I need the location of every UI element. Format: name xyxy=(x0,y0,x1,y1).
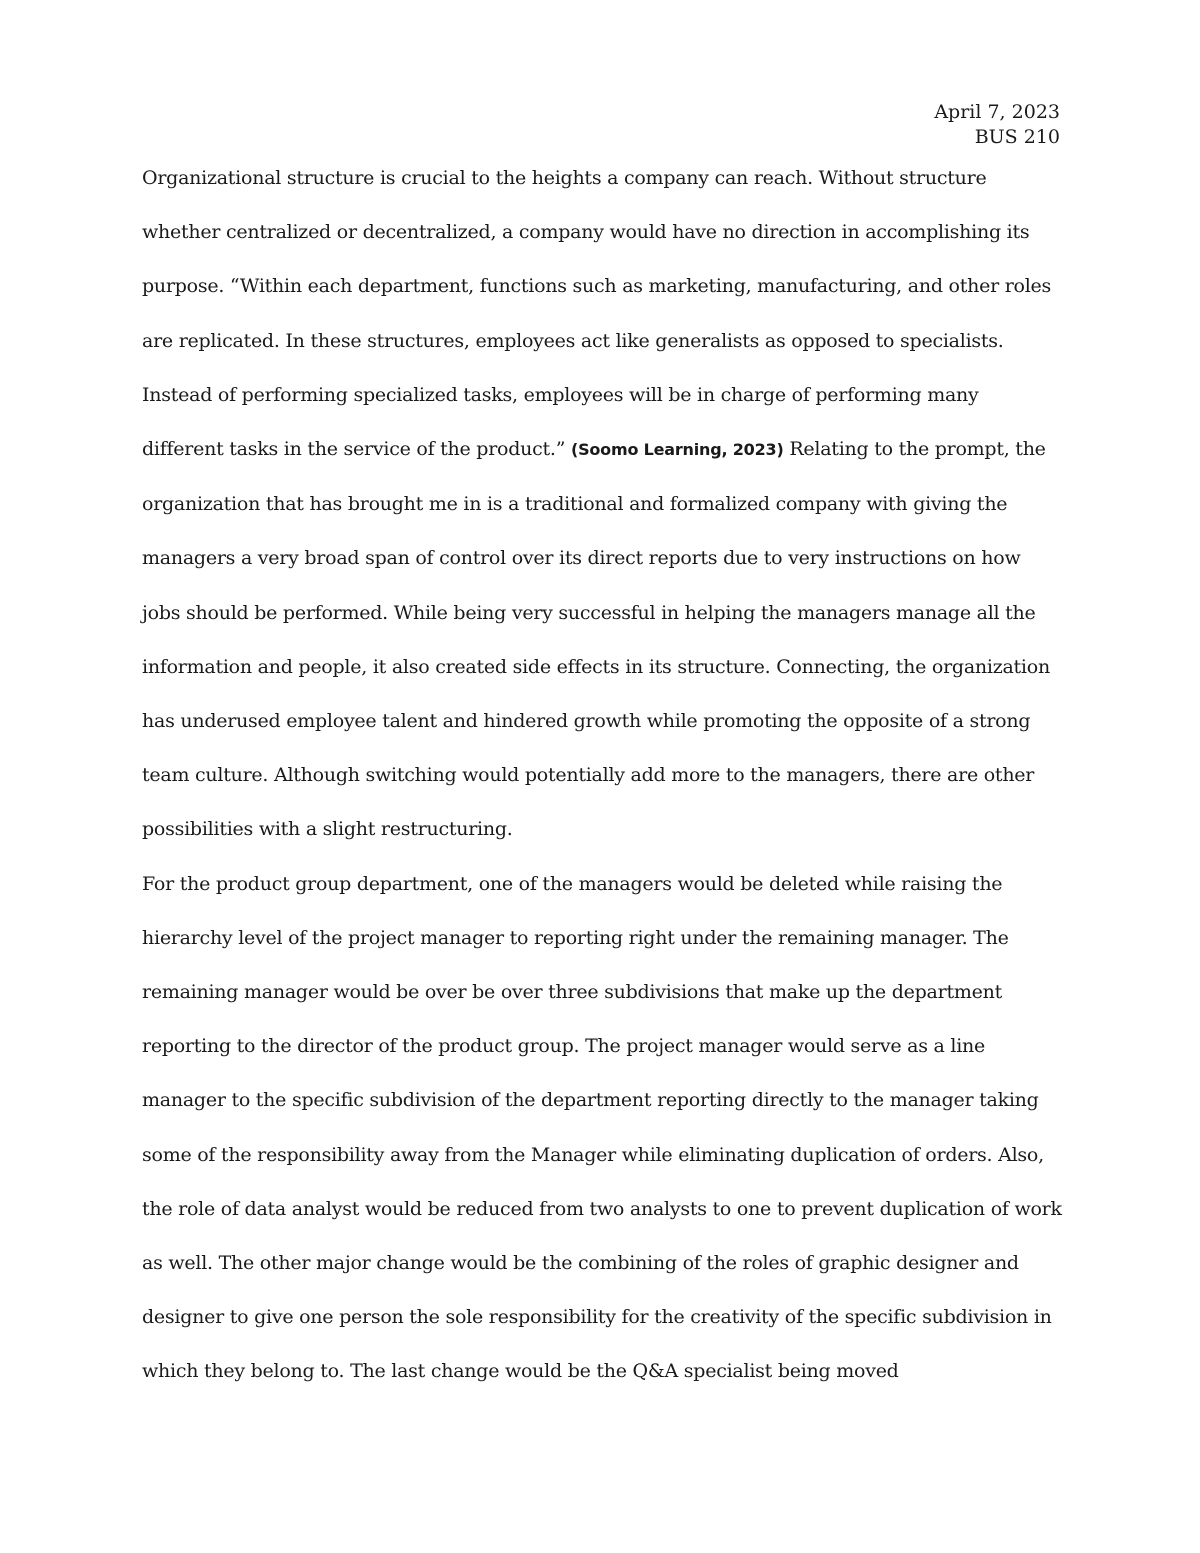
document-header xyxy=(934,100,1060,150)
paragraph-1-text-end: Relating to the prompt, the organization that has brought me in is a traditional and formalized company with giving the managers a very broad span of control over its direct reports due to very instructions on how jobs should be performed. While being very successful in helping the managers manage all the information and people, it also created side effects in its structure. Connecting, the organization has underused employee talent and hindered growth while promoting the opposite of a strong team culture. Although switching would potentially add more to the managers, there are other possibilities with a slight restructuring. xyxy=(142,438,1050,841)
header-date: April 7, 2023 xyxy=(934,101,1060,123)
document-body xyxy=(142,151,1062,1399)
citation: (Soomo Learning, 2023) xyxy=(570,440,784,460)
paragraph-1-text-start: Organizational structure is crucial to the heights a company can reach. Without structure whether centralized or decentralized, a company would have no direction in accomplishing its purpose. “Within each department, functions such as marketing, manufacturing, and other roles are replicated. In these structures, employees act like generalists as opposed to specialists. Instead of performing specialized tasks, employees will be in charge of performing many different tasks in the service of the product.” xyxy=(142,167,1052,461)
paragraph-1 xyxy=(142,151,1062,857)
header-course: BUS 210 xyxy=(974,126,1060,148)
paragraph-2: For the product group department, one of the managers would be deleted while raising the hierarchy level of the project manager to reporting right under the remaining manager. The remaining manager would be over be over three subdivisions that make up the department reporting to the director of the product group. The project manager would serve as a line manager to the specific subdivision of the department reporting directly to the manager taking some of the responsibility away from the Manager while eliminating duplication of orders. Also, the role of data analyst would be reduced from two analysts to one to prevent duplication of work as well. The other major change would be the combining of the roles of graphic designer and designer to give one person the sole responsibility for the creativity of the specific subdivision in which they belong to. The last change would be the Q&A specialist being moved xyxy=(142,872,1062,1383)
